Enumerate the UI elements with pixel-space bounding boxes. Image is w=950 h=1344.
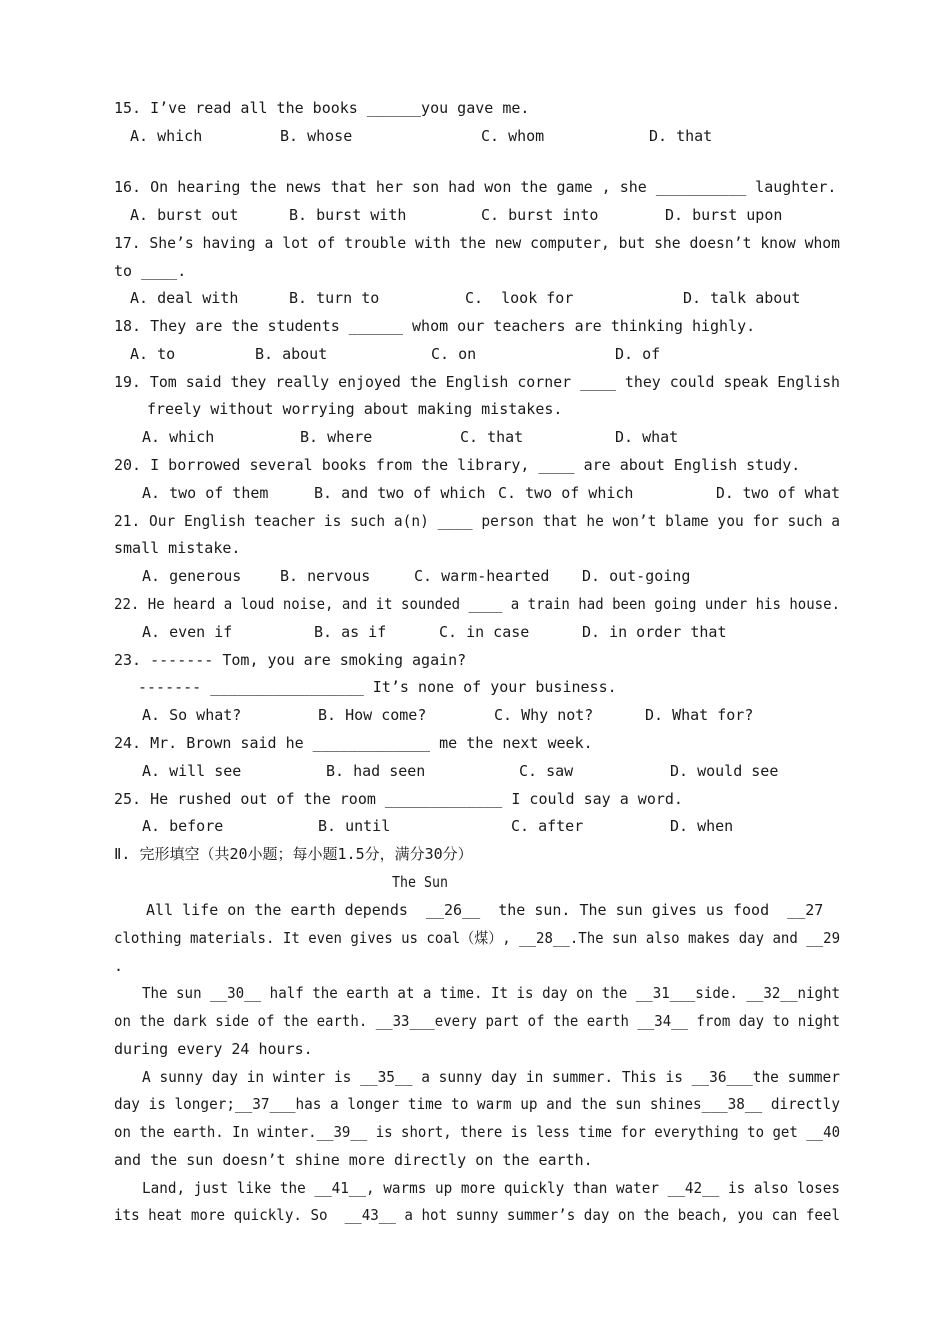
- passage-line: The sun __30__ half the earth at a time. It is day on the __31___side. __32__night: [142, 984, 841, 1002]
- question-16-stem: 16. On hearing the news that her son had won the game , she __________ laughter.: [114, 178, 837, 196]
- question-19-stem-line1: 19. Tom said they really enjoyed the English corner ____ they could speak English: [114, 373, 841, 391]
- q24-option-a: A. will see: [142, 762, 242, 780]
- question-17-stem-line2: to ____.: [114, 262, 187, 280]
- passage-title: The Sun: [392, 873, 448, 891]
- q20-option-b: B. and two of which: [314, 484, 486, 502]
- q16-option-d: D. burst upon: [665, 206, 783, 224]
- passage-line: its heat more quickly. So __43__ a hot sunny summer’s day on the beach, you can feel: [114, 1206, 841, 1224]
- q22-option-b: B. as if: [314, 623, 387, 641]
- q19-option-b: B. where: [300, 428, 373, 446]
- question-23-stem-line2: ------- _________________ It’s none of your business.: [138, 678, 617, 696]
- q17-option-d: D. talk about: [683, 289, 801, 307]
- q21-option-b: B. nervous: [280, 567, 371, 585]
- q24-option-c: C. saw: [519, 762, 574, 780]
- q22-option-d: D. in order that: [582, 623, 727, 641]
- passage-line: day is longer;__37___has a longer time to warm up and the sun shines___38__ directly: [114, 1095, 840, 1113]
- q23-option-b: B. How come?: [318, 706, 427, 724]
- passage-line: All life on the earth depends __26__ the sun. The sun gives us food __27: [146, 901, 824, 919]
- question-19-stem-line2: freely without worrying about making mistakes.: [147, 400, 563, 418]
- passage-line: on the dark side of the earth. __33___every part of the earth __34__ from day to night: [114, 1012, 841, 1030]
- question-18-stem: 18. They are the students ______ whom our teachers are thinking highly.: [114, 317, 756, 335]
- q16-option-a: A. burst out: [130, 206, 239, 224]
- q22-option-a: A. even if: [142, 623, 233, 641]
- question-24-stem: 24. Mr. Brown said he _____________ me the next week.: [114, 734, 593, 752]
- passage-line: on the earth. In winter.__39__ is short, there is less time for everything to get __40: [114, 1123, 841, 1141]
- q21-option-a: A. generous: [142, 567, 242, 585]
- passage-line: clothing materials. It even gives us coal（煤）, __28__.The sun also makes day and __29: [114, 929, 841, 947]
- q25-option-b: B. until: [318, 817, 391, 835]
- q20-option-a: A. two of them: [142, 484, 269, 502]
- q16-option-c: C. burst into: [481, 206, 599, 224]
- q18-option-d: D. of: [615, 345, 661, 363]
- section-2-heading: Ⅱ. 完形填空（共20小题；每小题1.5分，满分30分）: [114, 845, 473, 863]
- question-25-stem: 25. He rushed out of the room _____________ I could say a word.: [114, 790, 683, 808]
- passage-line: Land, just like the __41__, warms up more quickly than water __42__ is also loses: [142, 1179, 840, 1197]
- q19-option-a: A. which: [142, 428, 215, 446]
- q25-option-c: C. after: [511, 817, 584, 835]
- passage-line: A sunny day in winter is __35__ a sunny day in summer. This is __36___the summer: [142, 1068, 840, 1086]
- q21-option-d: D. out-going: [582, 567, 691, 585]
- q25-option-d: D. when: [670, 817, 734, 835]
- q21-option-c: C. warm-hearted: [414, 567, 550, 585]
- q23-option-a: A. So what?: [142, 706, 242, 724]
- question-21-stem-line2: small mistake.: [114, 539, 241, 557]
- q15-option-d: D. that: [649, 127, 713, 145]
- q23-option-c: C. Why not?: [494, 706, 594, 724]
- q18-option-a: A. to: [130, 345, 176, 363]
- question-22-stem: 22. He heard a loud noise, and it sounded ____ a train had been going under his house.: [114, 595, 841, 613]
- q15-option-c: C. whom: [481, 127, 545, 145]
- q24-option-d: D. would see: [670, 762, 779, 780]
- q23-option-d: D. What for?: [645, 706, 754, 724]
- q17-option-c: C. look for: [465, 289, 574, 307]
- question-15-stem: 15. I’ve read all the books ______you gave me.: [114, 99, 530, 117]
- q17-option-b: B. turn to: [289, 289, 380, 307]
- passage-line: .: [114, 957, 124, 975]
- question-17-stem-line1: 17. She’s having a lot of trouble with the new computer, but she doesn’t know whom: [114, 234, 841, 252]
- question-21-stem-line1: 21. Our English teacher is such a(n) ____ person that he won’t blame you for such a: [114, 512, 841, 530]
- q25-option-a: A. before: [142, 817, 224, 835]
- q20-option-c: C. two of which: [498, 484, 634, 502]
- q15-option-b: B. whose: [280, 127, 353, 145]
- q24-option-b: B. had seen: [326, 762, 426, 780]
- question-23-stem-line1: 23. ------- Tom, you are smoking again?: [114, 651, 467, 669]
- q15-option-a: A. which: [130, 127, 203, 145]
- q16-option-b: B. burst with: [289, 206, 407, 224]
- question-20-stem: 20. I borrowed several books from the library, ____ are about English study.: [114, 456, 801, 474]
- q19-option-c: C. that: [460, 428, 524, 446]
- q22-option-c: C. in case: [439, 623, 530, 641]
- passage-line: during every 24 hours.: [114, 1040, 313, 1058]
- q17-option-a: A. deal with: [130, 289, 239, 307]
- q20-option-d: D. two of what: [716, 484, 840, 502]
- passage-line: and the sun doesn’t shine more directly on the earth.: [114, 1151, 593, 1169]
- q19-option-d: D. what: [615, 428, 679, 446]
- q18-option-b: B. about: [255, 345, 328, 363]
- q18-option-c: C. on: [431, 345, 477, 363]
